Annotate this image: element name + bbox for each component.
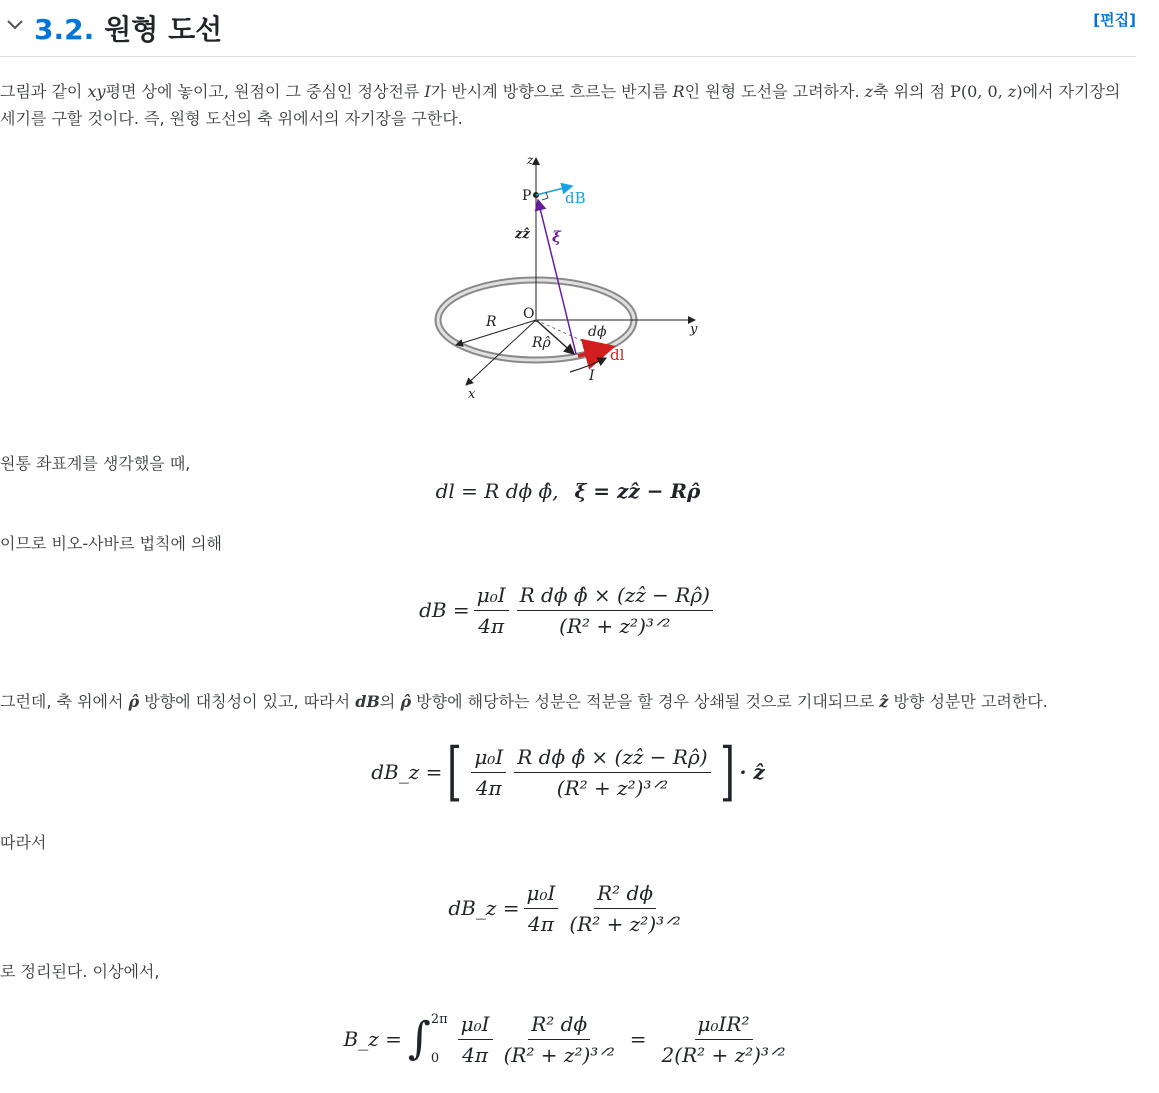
fraction: $\frac{\text{μ₀I}}{4\pi}$ [524,881,559,936]
math-point-end: ) [1016,82,1023,101]
intro-text: 가 반시계 방향으로 흐르는 반지름 [430,82,673,101]
integral-sign: ∫ [407,1013,431,1064]
intro-text: 축 위의 점 [873,82,951,101]
cylindrical-paragraph: 원통 좌표계를 생각했을 때, [0,454,191,473]
label-z: z [527,153,534,167]
equation-dB [0,582,1136,638]
symmetry-paragraph: 그런데, 축 위에서 ρ̂ 방향에 대칭성이 있고, 따라서 dB의 ρ̂ 방향에 해당하는 성분은 적분을 할 경우 상쇄될 것으로 기대되므로 ẑ 방향 성분만 고려한다. [0,692,1048,711]
eq-dl: dl = R dϕ ϕ̂, [435,479,559,503]
label-dl: dl [610,346,625,364]
section-number: 3.2. [34,13,95,46]
fraction: $\frac{\text{R dϕ ϕ̂ × (zẑ − Rρ̂)}}{\text{(R² + z²)³ᐟ²}}$ [514,745,710,800]
eq-xi: ξ = zẑ − Rρ̂ [574,479,701,503]
fraction: $\frac{\text{R² dϕ}}{\text{(R² + z²)³ᐟ²}}$ [503,1011,615,1067]
equation-dBz [0,878,1136,938]
math-I: I [424,82,431,101]
section-title-text: 원형 도선 [104,13,223,46]
eq-lhs: B_z = [343,1027,402,1051]
circular-loop-figure [420,150,720,410]
integral-upper: 2π [430,1012,448,1027]
label-dB: dB [565,189,586,207]
label-O: O [523,306,535,322]
integral-lower: 0 [430,1051,440,1066]
label-I: I [589,368,595,384]
fraction: $\frac{\text{μ₀I}}{4\pi}$ [458,1012,493,1067]
label-P: P [522,188,532,204]
edit-link[interactable]: [편집] [1093,11,1136,29]
math-z: z [864,82,874,101]
equation-Bz [0,1008,1136,1070]
fraction: $\frac{\text{μ₀IR²}}{\text{2(R² + z²)³ᐟ²}}$ [661,1011,786,1067]
label-R: R [486,314,497,330]
label-z-zhat: zẑ [515,227,530,242]
bracket-left: [ [447,735,463,809]
label-R-rho: Rρ̂ [532,335,551,351]
section-title [34,8,222,48]
intro-text: 인 원형 도선을 고려하자. [684,82,865,101]
chevron-down-icon[interactable] [6,18,24,32]
bracket-right: ] [719,735,735,809]
label-x: x [468,387,476,402]
fraction: $\frac{\text{μ₀I}}{4\pi}$ [471,745,506,800]
eq-tail: · ẑ [739,760,765,784]
intro-paragraph [0,78,1140,132]
intro-text: 그림과 같이 [0,82,88,101]
label-dphi: dϕ [588,324,607,340]
eq-lhs: dB_z = [371,760,443,784]
math-z: z [1007,82,1017,101]
therefore-paragraph: 따라서 [0,833,47,852]
math-xy: xy [87,82,106,101]
biot-savart-paragraph: 이므로 비오-사바르 법칙에 의해 [0,534,222,553]
result-paragraph: 로 정리된다. 이상에서, [0,962,160,981]
label-y: y [690,322,698,337]
eq-lhs: dB_z = [448,896,520,920]
fraction: $\frac{\text{R dϕ ϕ̂ × (zẑ − Rρ̂)}}{\text{(R² + z²)³ᐟ²}}$ [517,583,713,638]
section-header [0,0,1136,57]
fraction: $\frac{\text{R² dϕ}}{\text{(R² + z²)³ᐟ²}}$ [569,880,681,936]
intro-text: 평면 상에 놓이고, 원점이 그 중심인 정상전류 [105,82,425,101]
equation-dBz-dot [0,735,1136,809]
math-point: P(0, 0, [950,82,1008,101]
eq-lhs: dB = [419,598,470,622]
label-xi: ξ [552,228,561,246]
equation-dl-xi [0,476,1136,506]
equals: = [629,1027,647,1051]
intro-text: 에서 자기장의 세기를 구할 것이다. 즉, 원형 도선의 축 위에서의 자기장을 구한다. [0,82,1121,128]
integral [408,1012,448,1066]
fraction: $\frac{\text{μ₀I}}{4\pi}$ [474,583,509,638]
math-R: R [672,82,685,101]
